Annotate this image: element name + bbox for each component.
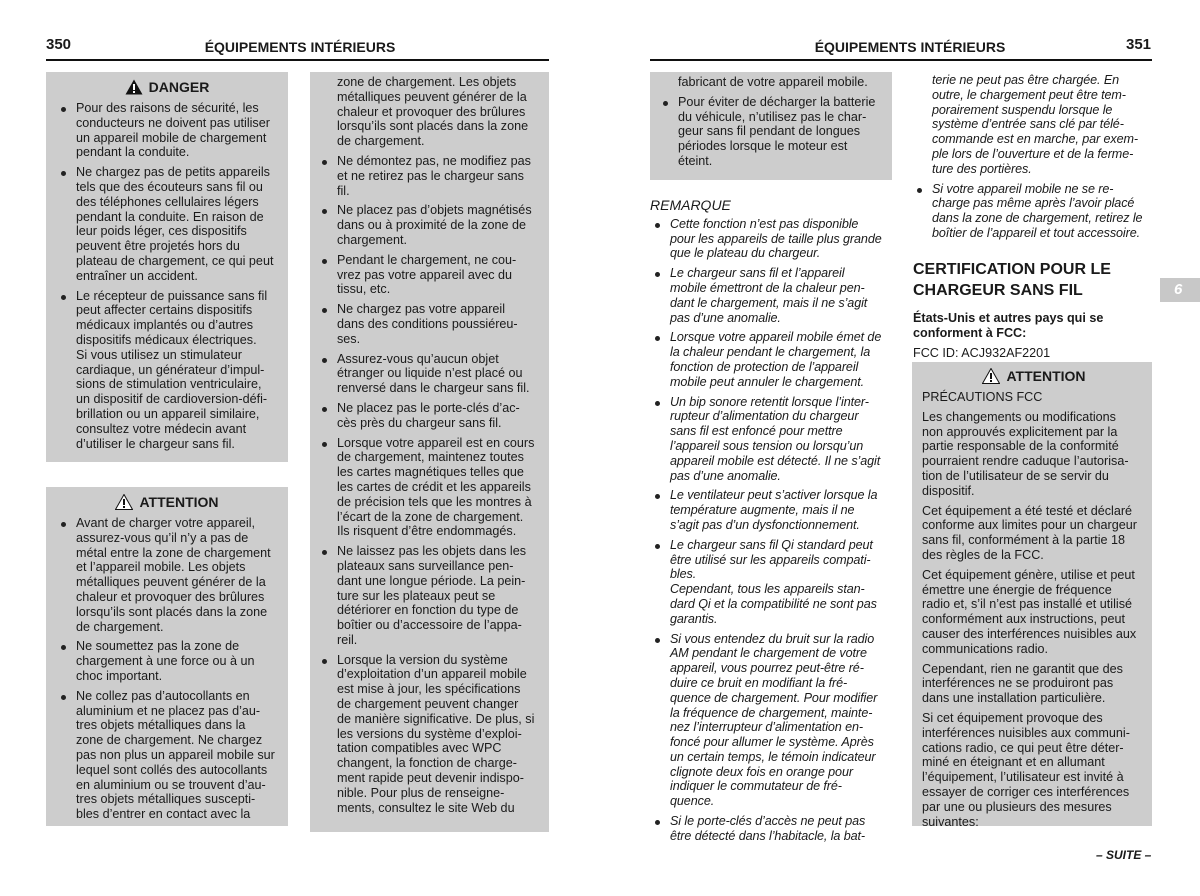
list-item: Un bip sonore retentit lorsque l’inter- rupteur d’alimentation du chargeur sans fil est enfoncé pour mettre l’appareil sous tension ou lorsqu’un appareil mobile est détecté. Il ne s’agit pas d’une anomalie. [670, 395, 895, 484]
attention-heading [922, 367, 1146, 385]
list-item: Pour des raisons de sécurité, les conducteurs ne doivent pas utiliser un appareil mobile de chargement pendant la conduite. [76, 101, 288, 160]
chapter-tab[interactable]: 6 [1160, 278, 1200, 302]
page-title-left: ÉQUIPEMENTS INTÉRIEURS [204, 39, 396, 55]
danger-heading [46, 78, 288, 96]
remarque-list-continued [913, 182, 1158, 241]
warning-icon [125, 79, 143, 95]
fcc-id: FCC ID: ACJ932AF2201 [913, 346, 1051, 361]
list-item: Le chargeur sans fil Qi standard peut être utilisé sur les appareils compati- bles. Cependant, tous les appareils stan- dard Qi et la compatibilité ne sont pas garantis. [670, 538, 895, 627]
list-item: Ne placez pas le porte-clés d’ac- cès près du chargeur sans fil. [337, 401, 549, 431]
remarque-section [650, 198, 895, 849]
warning-icon [982, 368, 1000, 384]
paragraph: Si cet équipement provoque des interférences nuisibles aux communi- cations radio, ce qui peut être déter- miné en éteignant et en allumant l’équipement, l’utilisateur est invité à essayer de corriger ces interférences par une ou plusieurs des mesures suivantes: [922, 710, 1130, 829]
attention-box-left [46, 487, 288, 826]
attention-label: ATTENTION [139, 493, 219, 510]
remarque-heading: REMARQUE [650, 197, 731, 213]
list-item: Ne démontez pas, ne modifiez pas et ne retirez pas le chargeur sans fil. [337, 154, 549, 198]
list-item: Ne soumettez pas la zone de chargement à une force ou à un choc important. [76, 639, 288, 683]
col4 [913, 73, 1158, 361]
list-item: Avant de charger votre appareil, assurez-vous qu’il n’y a pas de métal entre la zone de chargement et l’appareil mobile. Les objets métalliques peuvent générer de la chaleur et provoquer des brûlures lorsqu’ils sont placés dans la zone de chargement. [76, 516, 288, 634]
header-rule [650, 59, 1152, 61]
continued-text: fabricant de votre appareil mobile. [678, 75, 868, 89]
danger-label: DANGER [148, 78, 210, 95]
attention-continued-box-right [650, 72, 892, 180]
paragraph: Cependant, rien ne garantit que des interférences ne se produiront pas dans une installation particulière. [922, 661, 1123, 706]
list-item: Ne collez pas d’autocollants en aluminium et ne placez pas d’au- tres objets métalliques dans la zone de chargement. Ne chargez pas non plus un appareil mobile sur lequel sont collés des autocollants en aluminium ou se trouvent d’au- tres objets métalliques suscepti- bles d’entrer en contact avec la [76, 689, 288, 822]
list-item: Si vous entendez du bruit sur la radio AM pendant le chargement de votre appareil, vous pourrez peut-être ré- duire ce bruit en modifiant la fré- quence de chargement. Pour modifier la fréquence de chargement, mainte- nez l’interrupteur d’alimentation en- foncé pour allumer le système. Après un certain temps, le témoin indicateur clignote deux fois en orange pour indiquer le commutateur de fré- quence. [670, 632, 895, 810]
continued-text: zone de chargement. Les objets métalliques peuvent générer de la chaleur et provoquer des brûlures lorsqu’ils sont placés dans la zone de chargement. [337, 75, 529, 149]
attention-list-continued [337, 154, 549, 815]
warning-icon [115, 494, 133, 510]
attention-subtitle: PRÉCAUTIONS FCC [922, 390, 1043, 404]
list-item: Lorsque la version du système d’exploitation d’un appareil mobile est mise à jour, les spécifications de chargement peuvent changer de manière significative. De plus, si les versions du système d’exploi- tation compatibles avec WPC changent, la fonction de charge- ment rapide peut devenir indispo- nible. Pour plus de renseigne- ments, consultez le site Web du [337, 653, 549, 816]
attention-continued-box [310, 72, 549, 832]
danger-list [76, 101, 288, 451]
header-rule [46, 59, 549, 61]
list-item: Si votre appareil mobile ne se re- charge pas même après l’avoir placé dans la zone de chargement, retirez le boîtier de l’appareil et tout accessoire. [932, 182, 1158, 241]
list-item: Le chargeur sans fil et l’appareil mobile émettront de la chaleur pen- dant le chargement, mais il ne s’agit pas d’une anomalie. [670, 266, 895, 325]
paragraph: Les changements ou modifications non approuvés explicitement par la partie responsable de la conformité pourraient rendre caduque l’autorisa- tion de l’utilisateur de se servir du dispositif. [922, 409, 1129, 498]
list-item: Assurez-vous qu’aucun objet étranger ou liquide n’est placé ou renversé dans le chargeur sans fil. [337, 352, 549, 396]
page-title-right: ÉQUIPEMENTS INTÉRIEURS [814, 39, 1006, 55]
list-item: Si le porte-clés d’accès ne peut pas être détecté dans l’habitacle, la bat- [670, 814, 895, 844]
list-item: Cette fonction n’est pas disponible pour les appareils de taille plus grande que le plateau du chargeur. [670, 217, 895, 261]
continued-marker: – SUITE – [1096, 848, 1152, 862]
paragraph: Cet équipement génère, utilise et peut émettre une énergie de fréquence radio et, s’il n’est pas installé et utilisé conformément aux instructions, peut causer des interférences nuisibles aux communications radio. [922, 567, 1137, 656]
list-item: Pour éviter de décharger la batterie du véhicule, n’utilisez pas le char- geur sans fil pendant de longues périodes lorsque le moteur est éteint. [678, 95, 892, 169]
list-item: Ne chargez pas de petits appareils tels que des écouteurs sans fil ou des téléphones cellulaires légers pendant la conduite. En raison de leur poids léger, ces dispositifs peuvent être projetés hors du plateau de chargement, ce qui peut entraîner un accident. [76, 165, 288, 283]
paragraph: Cet équipement a été testé et déclaré conforme aux limites pour un chargeur sans fil, conformément à la partie 18 des règles de la FCC. [922, 503, 1137, 562]
page-number-right: 351 [1126, 36, 1152, 53]
list-item: Pendant le chargement, ne cou- vrez pas votre appareil avec du tissu, etc. [337, 253, 549, 297]
attention-label: ATTENTION [1006, 367, 1086, 384]
list-item: Lorsque votre appareil est en cours de chargement, maintenez toutes les cartes magnétiques telles que les cartes de crédit et les appareils de précision tels que les montres à l’écart de la zone de chargement. Ils risquent d’être endommagés. [337, 436, 549, 540]
list-item: Le récepteur de puissance sans fil peut affecter certains dispositifs médicaux implantés ou d’autres dispositifs médicaux électriques. Si vous utilisez un stimulateur cardiaque, un générateur d’impul- sions de stimulation ventriculaire, un dispositif de cardioversion-défi- brillation ou un appareil similaire, consultez votre médecin avant d’utiliser le chargeur sans fil. [76, 289, 288, 452]
attention-list [76, 516, 288, 822]
danger-box [46, 72, 288, 462]
page-number-left: 350 [46, 36, 72, 53]
list-item: Ne placez pas d’objets magnétisés dans ou à proximité de la zone de chargement. [337, 203, 549, 247]
section-heading: CERTIFICATION POUR LE CHARGEUR SANS FIL [913, 260, 1111, 299]
attention-heading [46, 493, 288, 511]
attention-box-right [912, 362, 1152, 829]
list-item: Ne chargez pas votre appareil dans des conditions poussiéreu- ses. [337, 302, 549, 346]
list-item: Ne laissez pas les objets dans les plateaux sans surveillance pen- dant une longue période. La pein- ture sur les plateaux peut se détériorer en fonction du type de boîtier ou d’accessoire de l’appa- reil. [337, 544, 549, 648]
box-list [678, 95, 892, 169]
continued-text: terie ne peut pas être chargée. En outre, le chargement peut être tem- porairement suspendu lorsque le système d’entrée sans clé par télé- commande est en marche, par exem- ple lors de l’ouverture et de la ferme- ture des portières. [932, 73, 1138, 176]
subheading: États-Unis et autres pays qui se conforment à FCC: [913, 310, 1104, 340]
list-item: Le ventilateur peut s’activer lorsque la température augmente, mais il ne s’agit pas d’un dysfonctionnement. [670, 488, 895, 532]
list-item: Lorsque votre appareil mobile émet de la chaleur pendant le chargement, la fonction de protection de l’appareil mobile peut annuler le chargement. [670, 330, 895, 389]
remarque-list [650, 217, 895, 844]
